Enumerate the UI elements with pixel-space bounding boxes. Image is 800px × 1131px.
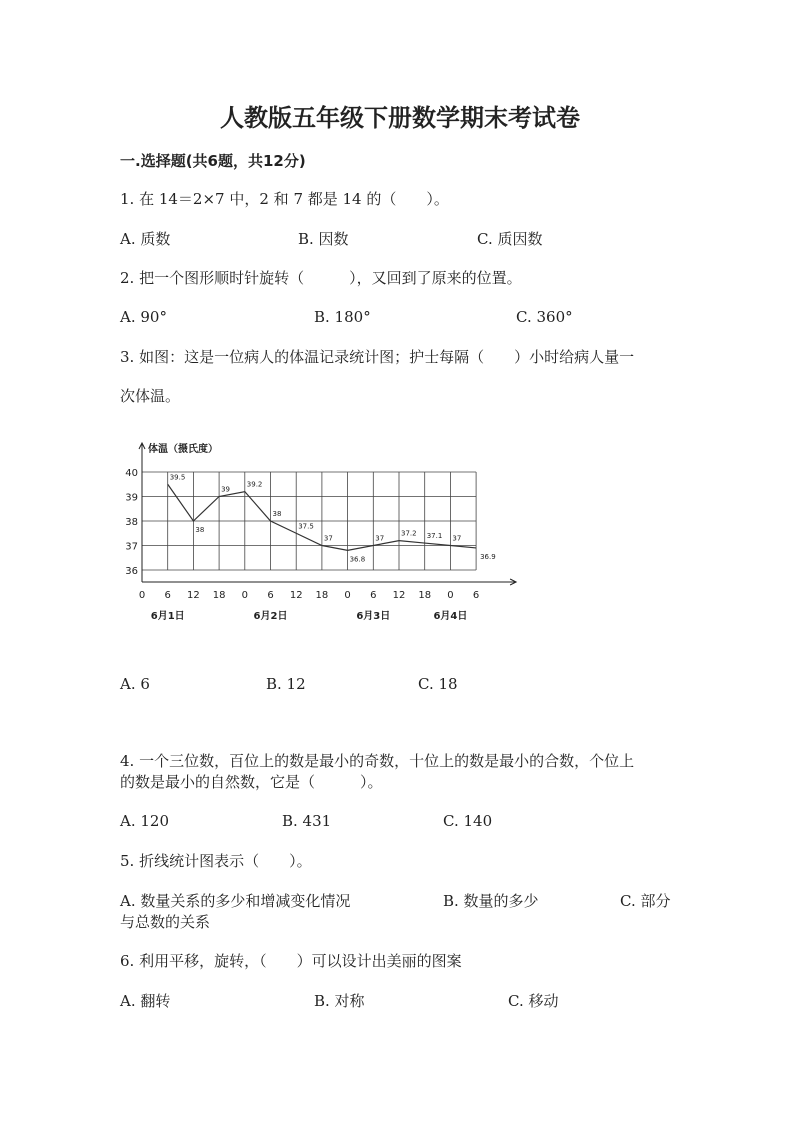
temperature-chart — [120, 432, 520, 622]
q3-option-c[interactable]: C. 18 — [418, 675, 458, 693]
question-1: 1. 在 14＝2×7 中，2 和 7 都是 14 的（ ）。 — [120, 190, 449, 208]
question-5: 5. 折线统计图表示（ ）。 — [120, 852, 312, 870]
x-tick-label: 18 — [418, 590, 432, 601]
x-tick-label: 6 — [164, 590, 171, 601]
day-label: 6月2日 — [253, 611, 288, 622]
data-label: 39 — [221, 485, 231, 494]
q2-option-b[interactable]: B. 180° — [314, 308, 371, 326]
question-3-cont: 次体温。 — [120, 387, 181, 405]
chart-grid — [142, 472, 476, 570]
data-label: 38 — [195, 526, 205, 534]
y-tick-label: 39 — [125, 492, 138, 504]
x-tick-label: 12 — [392, 590, 406, 601]
q5-option-c[interactable]: C. 部分 — [620, 892, 671, 910]
x-tick-label: 18 — [315, 590, 329, 601]
data-label: 38 — [272, 510, 282, 518]
question-6: 6. 利用平移，旋转，（ ）可以设计出美丽的图案 — [120, 952, 462, 970]
data-label: 37 — [323, 534, 333, 543]
data-label: 39.2 — [246, 480, 263, 489]
y-tick-label: 40 — [125, 468, 138, 479]
q4-option-a[interactable]: A. 120 — [120, 812, 169, 830]
x-tick-label: 6 — [267, 590, 274, 601]
x-tick-label: 6 — [370, 590, 377, 601]
q5-option-a[interactable]: A. 数量关系的多少和增减变化情况 — [120, 892, 351, 910]
q3-option-a[interactable]: A. 6 — [120, 675, 150, 693]
x-tick-label: 12 — [289, 590, 303, 601]
x-tick-label: 0 — [344, 590, 351, 601]
x-tick-label: 12 — [187, 590, 200, 601]
data-label: 37.1 — [426, 532, 443, 541]
chart-axes — [139, 443, 516, 585]
q5-option-b[interactable]: B. 数量的多少 — [443, 892, 539, 910]
question-4-cont: 的数是最小的自然数，它是（ ）。 — [120, 773, 383, 791]
question-3: 3. 如图：这是一位病人的体温记录统计图；护士每隔（ ）小时给病人量一 — [120, 348, 635, 366]
y-tick-label: 38 — [125, 517, 138, 528]
q3-option-b[interactable]: B. 12 — [266, 675, 306, 693]
q6-option-b[interactable]: B. 对称 — [314, 992, 365, 1010]
day-label: 6月3日 — [356, 611, 391, 622]
q4-option-b[interactable]: B. 431 — [282, 812, 332, 830]
x-tick-label: 6 — [472, 590, 480, 601]
data-label: 36.8 — [349, 555, 366, 564]
data-label: 37.2 — [401, 529, 417, 538]
page-title: 人教版五年级下册数学期末考试卷 — [220, 104, 580, 132]
section-heading: 一.选择题(共6题，共12分) — [120, 152, 306, 170]
y-tick-label: 37 — [125, 541, 138, 553]
x-tick-label: 0 — [241, 590, 248, 601]
y-tick-label: 36 — [125, 566, 138, 577]
q2-option-c[interactable]: C. 360° — [516, 308, 573, 326]
x-tick-label: 18 — [212, 590, 226, 601]
x-tick-label: 0 — [447, 590, 454, 601]
q4-option-c[interactable]: C. 140 — [443, 812, 493, 830]
q1-option-c[interactable]: C. 质因数 — [477, 230, 543, 248]
data-label: 39.5 — [169, 473, 186, 482]
question-2: 2. 把一个图形顺时针旋转（ ），又回到了原来的位置。 — [120, 269, 522, 287]
data-label: 37 — [452, 534, 462, 543]
q6-option-c[interactable]: C. 移动 — [508, 992, 559, 1010]
y-axis-label: 体温（摄氏度） — [148, 444, 218, 455]
data-label: 37.5 — [298, 522, 314, 531]
data-label: 37 — [375, 534, 385, 543]
q5-option-c-cont: 与总数的关系 — [120, 913, 211, 931]
question-4: 4. 一个三位数，百位上的数是最小的奇数，十位上的数是最小的合数，个位上 — [120, 752, 635, 770]
day-label: 6月4日 — [433, 611, 468, 622]
x-tick-label: 0 — [138, 590, 146, 601]
q2-option-a[interactable]: A. 90° — [120, 308, 167, 326]
q6-option-a[interactable]: A. 翻转 — [120, 992, 171, 1010]
day-label: 6月1日 — [150, 611, 185, 622]
data-label: 36.9 — [480, 552, 496, 561]
q1-option-a[interactable]: A. 质数 — [120, 230, 171, 248]
q1-option-b[interactable]: B. 因数 — [298, 230, 349, 248]
